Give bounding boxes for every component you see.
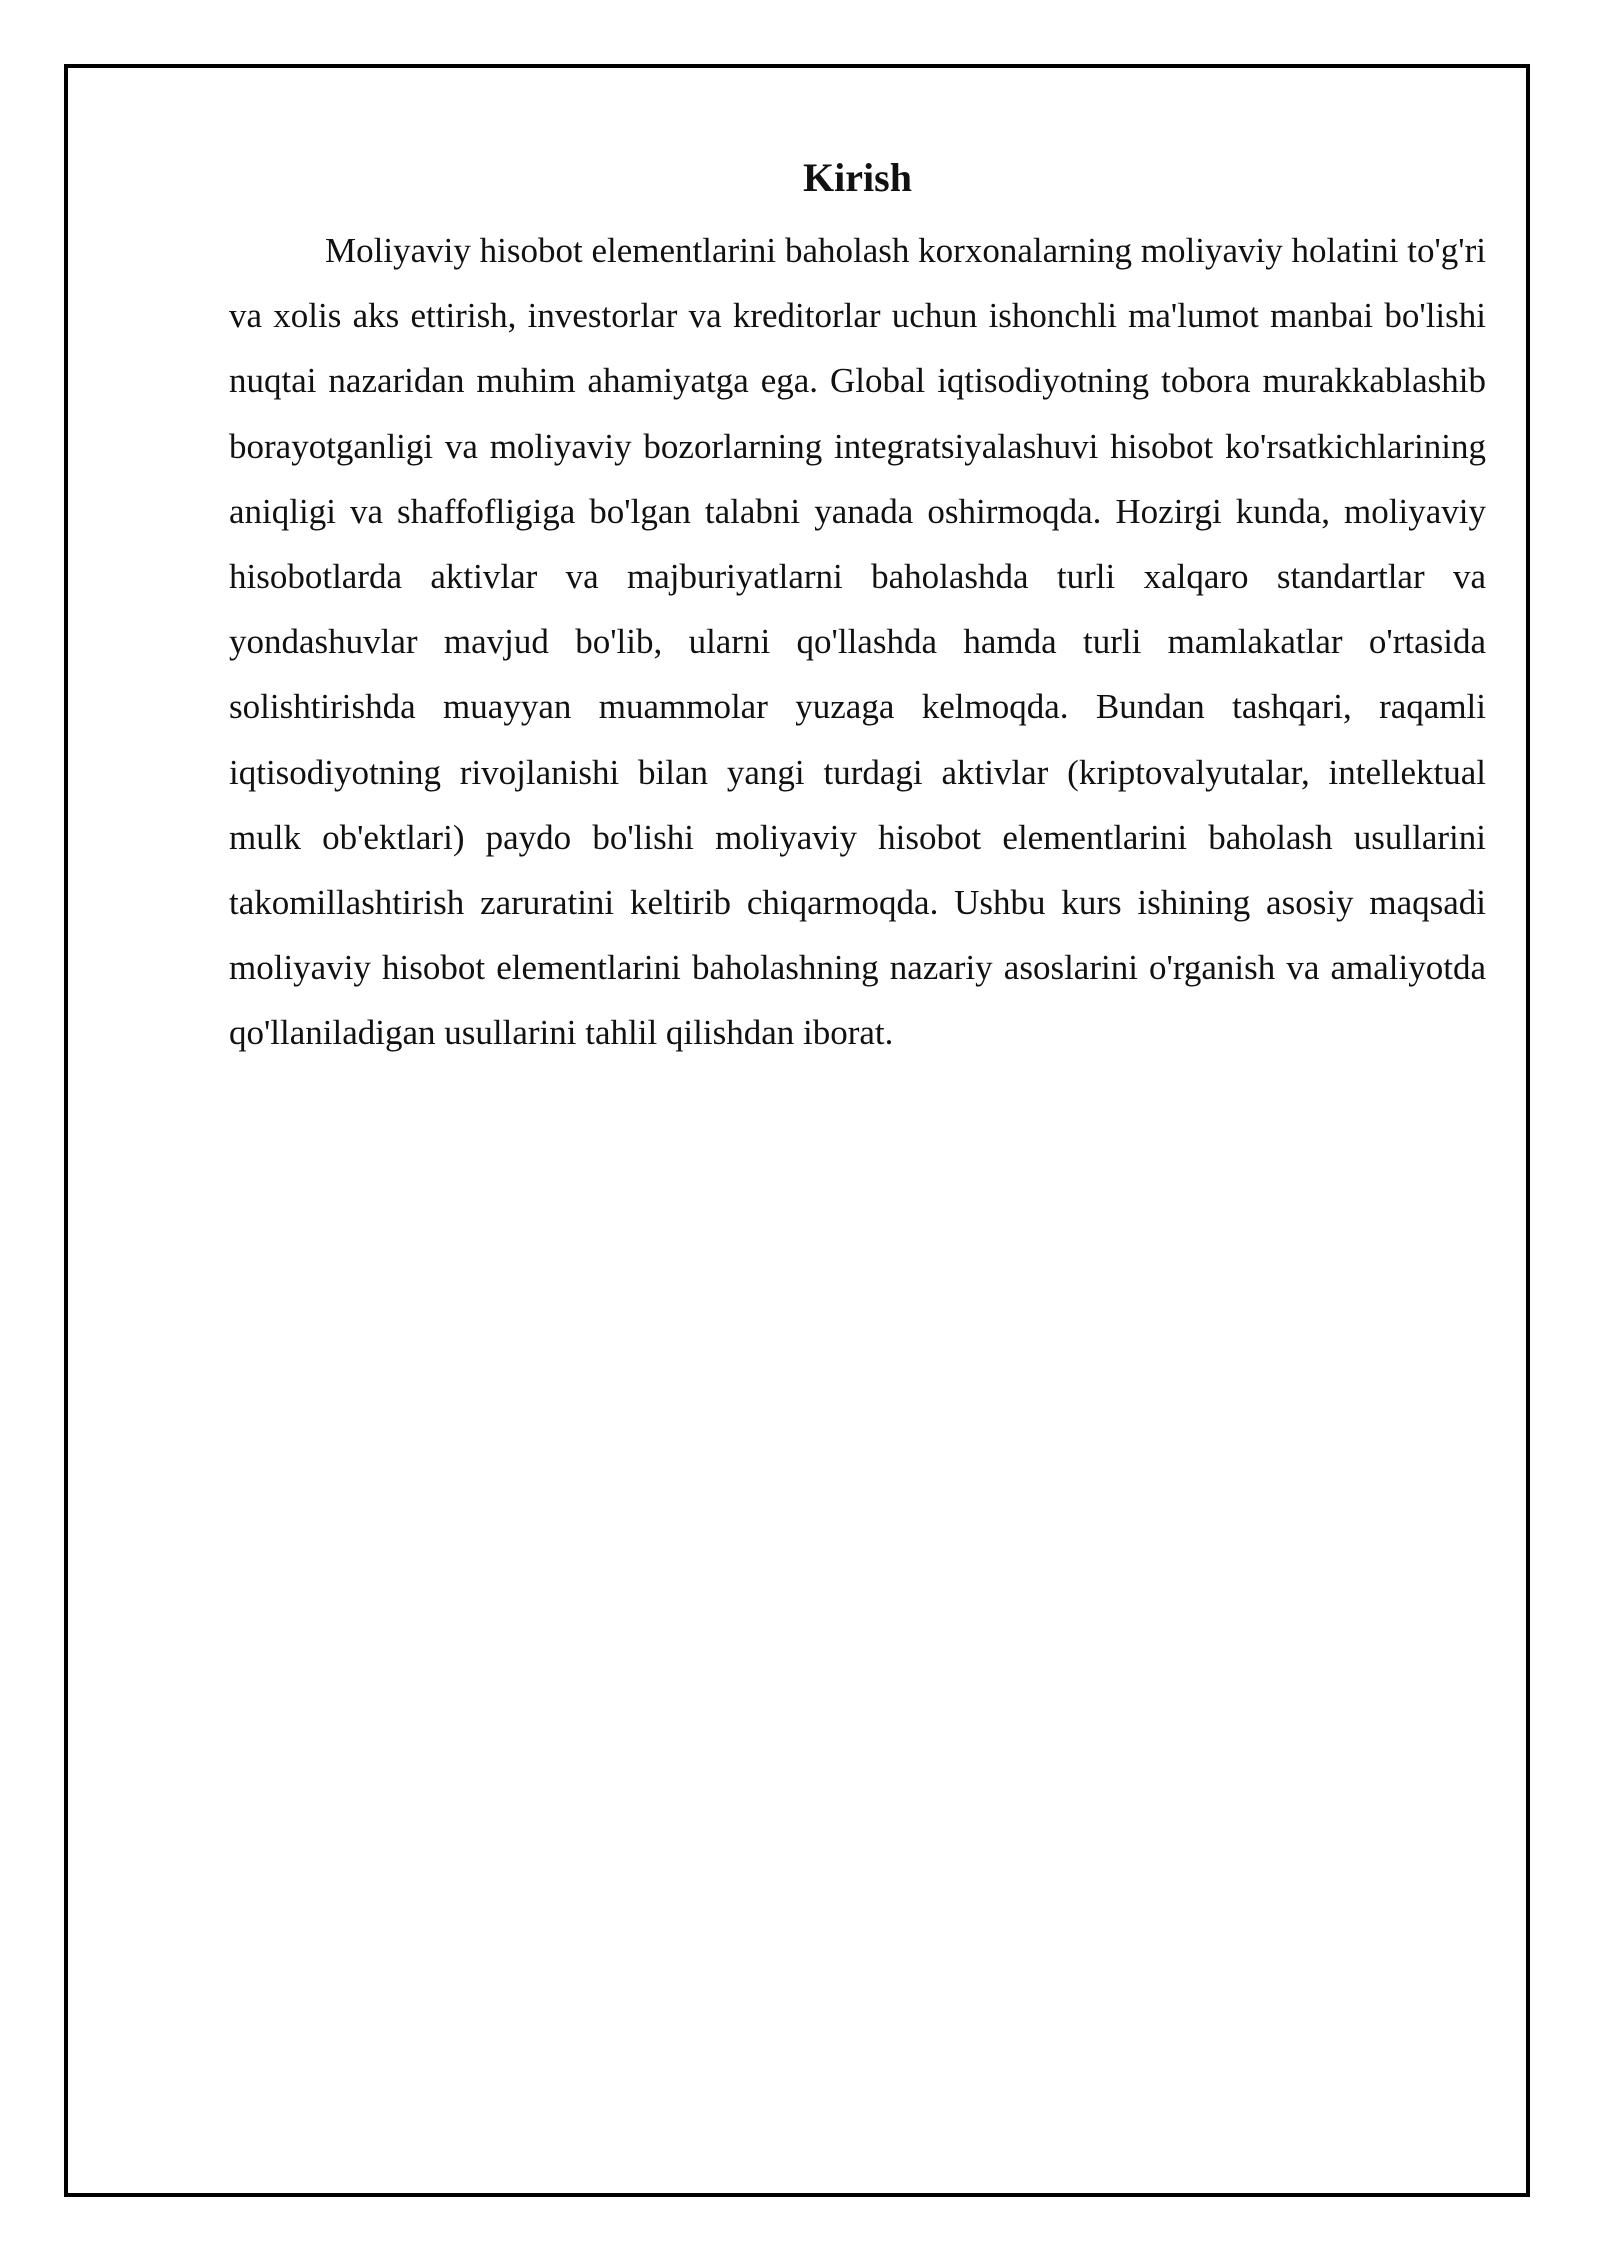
document-body bbox=[229, 150, 1486, 1066]
intro-paragraph: Moliyaviy hisobot elementlarini baholash korxonalarning moliyaviy holatini to'g'ri va xolis aks ettirish, investorlar va kreditorlar uchun ishonchli ma'lumot manbai bo'lishi nuqtai nazaridan muhim ahamiyatga ega. Global iqtisodiyotning tobora murakkablashib borayotganligi va moliyaviy bozorlarning integratsiyalashuvi hisobot ko'rsatkichlarining aniqligi va shaffofligiga bo'lgan talabni yanada oshirmoqda. Hozirgi kunda, moliyaviy hisobotlarda aktivlar va majburiyatlarni baholashda turli xalqaro standartlar va yondashuvlar mavjud bo'lib, ularni qo'llashda hamda turli mamlakatlar o'rtasida solishtirishda muayyan muammolar yuzaga kelmoqda. Bundan tashqari, raqamli iqtisodiyotning rivojlanishi bilan yangi turdagi aktivlar (kriptovalyutalar, intellektual mulk ob'ektlari) paydo bo'lishi moliyaviy hisobot elementlarini baholash usullarini takomillashtirish zaruratini keltirib chiqarmoqda. Ushbu kurs ishining asosiy maqsadi moliyaviy hisobot elementlarini baholashning nazariy asoslarini o'rganish va amaliyotda qo'llaniladigan usullarini tahlil qilishdan iborat. bbox=[229, 231, 1486, 1053]
page-title: Kirish bbox=[803, 155, 912, 200]
